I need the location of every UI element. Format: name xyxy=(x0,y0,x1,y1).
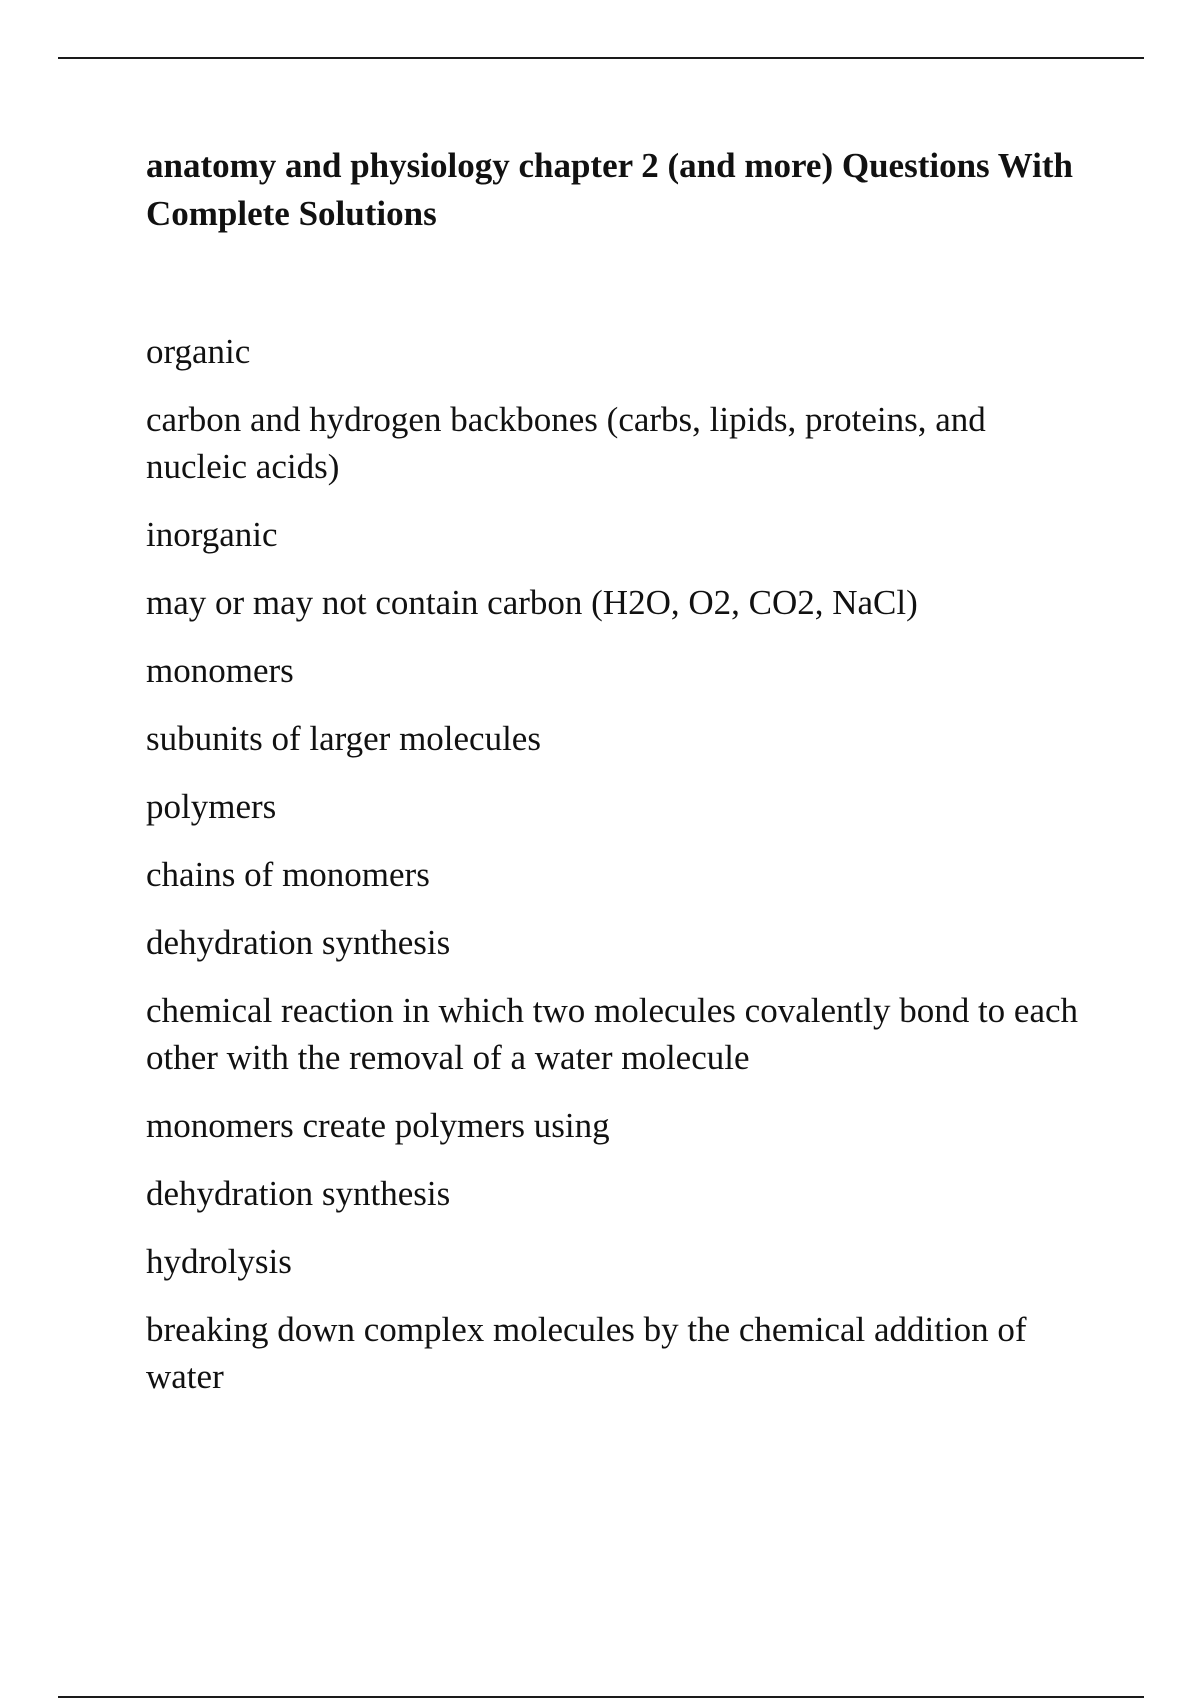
answer-text: dehydration synthesis xyxy=(146,1174,451,1213)
question-text: hydrolysis xyxy=(146,1242,292,1281)
answer-text: breaking down complex molecules by the chemical addition of water xyxy=(146,1310,1027,1396)
question-text: monomers xyxy=(146,651,294,690)
answer-text: subunits of larger molecules xyxy=(146,719,541,758)
question-text: dehydration synthesis xyxy=(146,923,451,962)
answer-text: chemical reaction in which two molecules covalently bond to each other with the removal of a water molecule xyxy=(146,991,1079,1077)
question-text: monomers create polymers using xyxy=(146,1106,610,1145)
question-text: polymers xyxy=(146,787,277,826)
qa-entry xyxy=(146,328,1086,490)
qa-entry xyxy=(146,1102,1086,1217)
question-text: organic xyxy=(146,332,251,371)
header-rule xyxy=(58,57,1144,59)
qa-entry xyxy=(146,647,1086,762)
answer-text: carbon and hydrogen backbones (carbs, lipids, proteins, and nucleic acids) xyxy=(146,400,986,486)
answer-text: may or may not contain carbon (H2O, O2, CO2, NaCl) xyxy=(146,583,918,622)
qa-list xyxy=(146,328,1086,1421)
qa-entry xyxy=(146,511,1086,626)
document-title: anatomy and physiology chapter 2 (and more) Questions With Complete Solutions xyxy=(146,146,1073,233)
qa-entry xyxy=(146,783,1086,898)
qa-entry xyxy=(146,919,1086,1081)
qa-entry xyxy=(146,1238,1086,1400)
answer-text: chains of monomers xyxy=(146,855,430,894)
footer-rule xyxy=(58,1696,1144,1698)
question-text: inorganic xyxy=(146,515,278,554)
